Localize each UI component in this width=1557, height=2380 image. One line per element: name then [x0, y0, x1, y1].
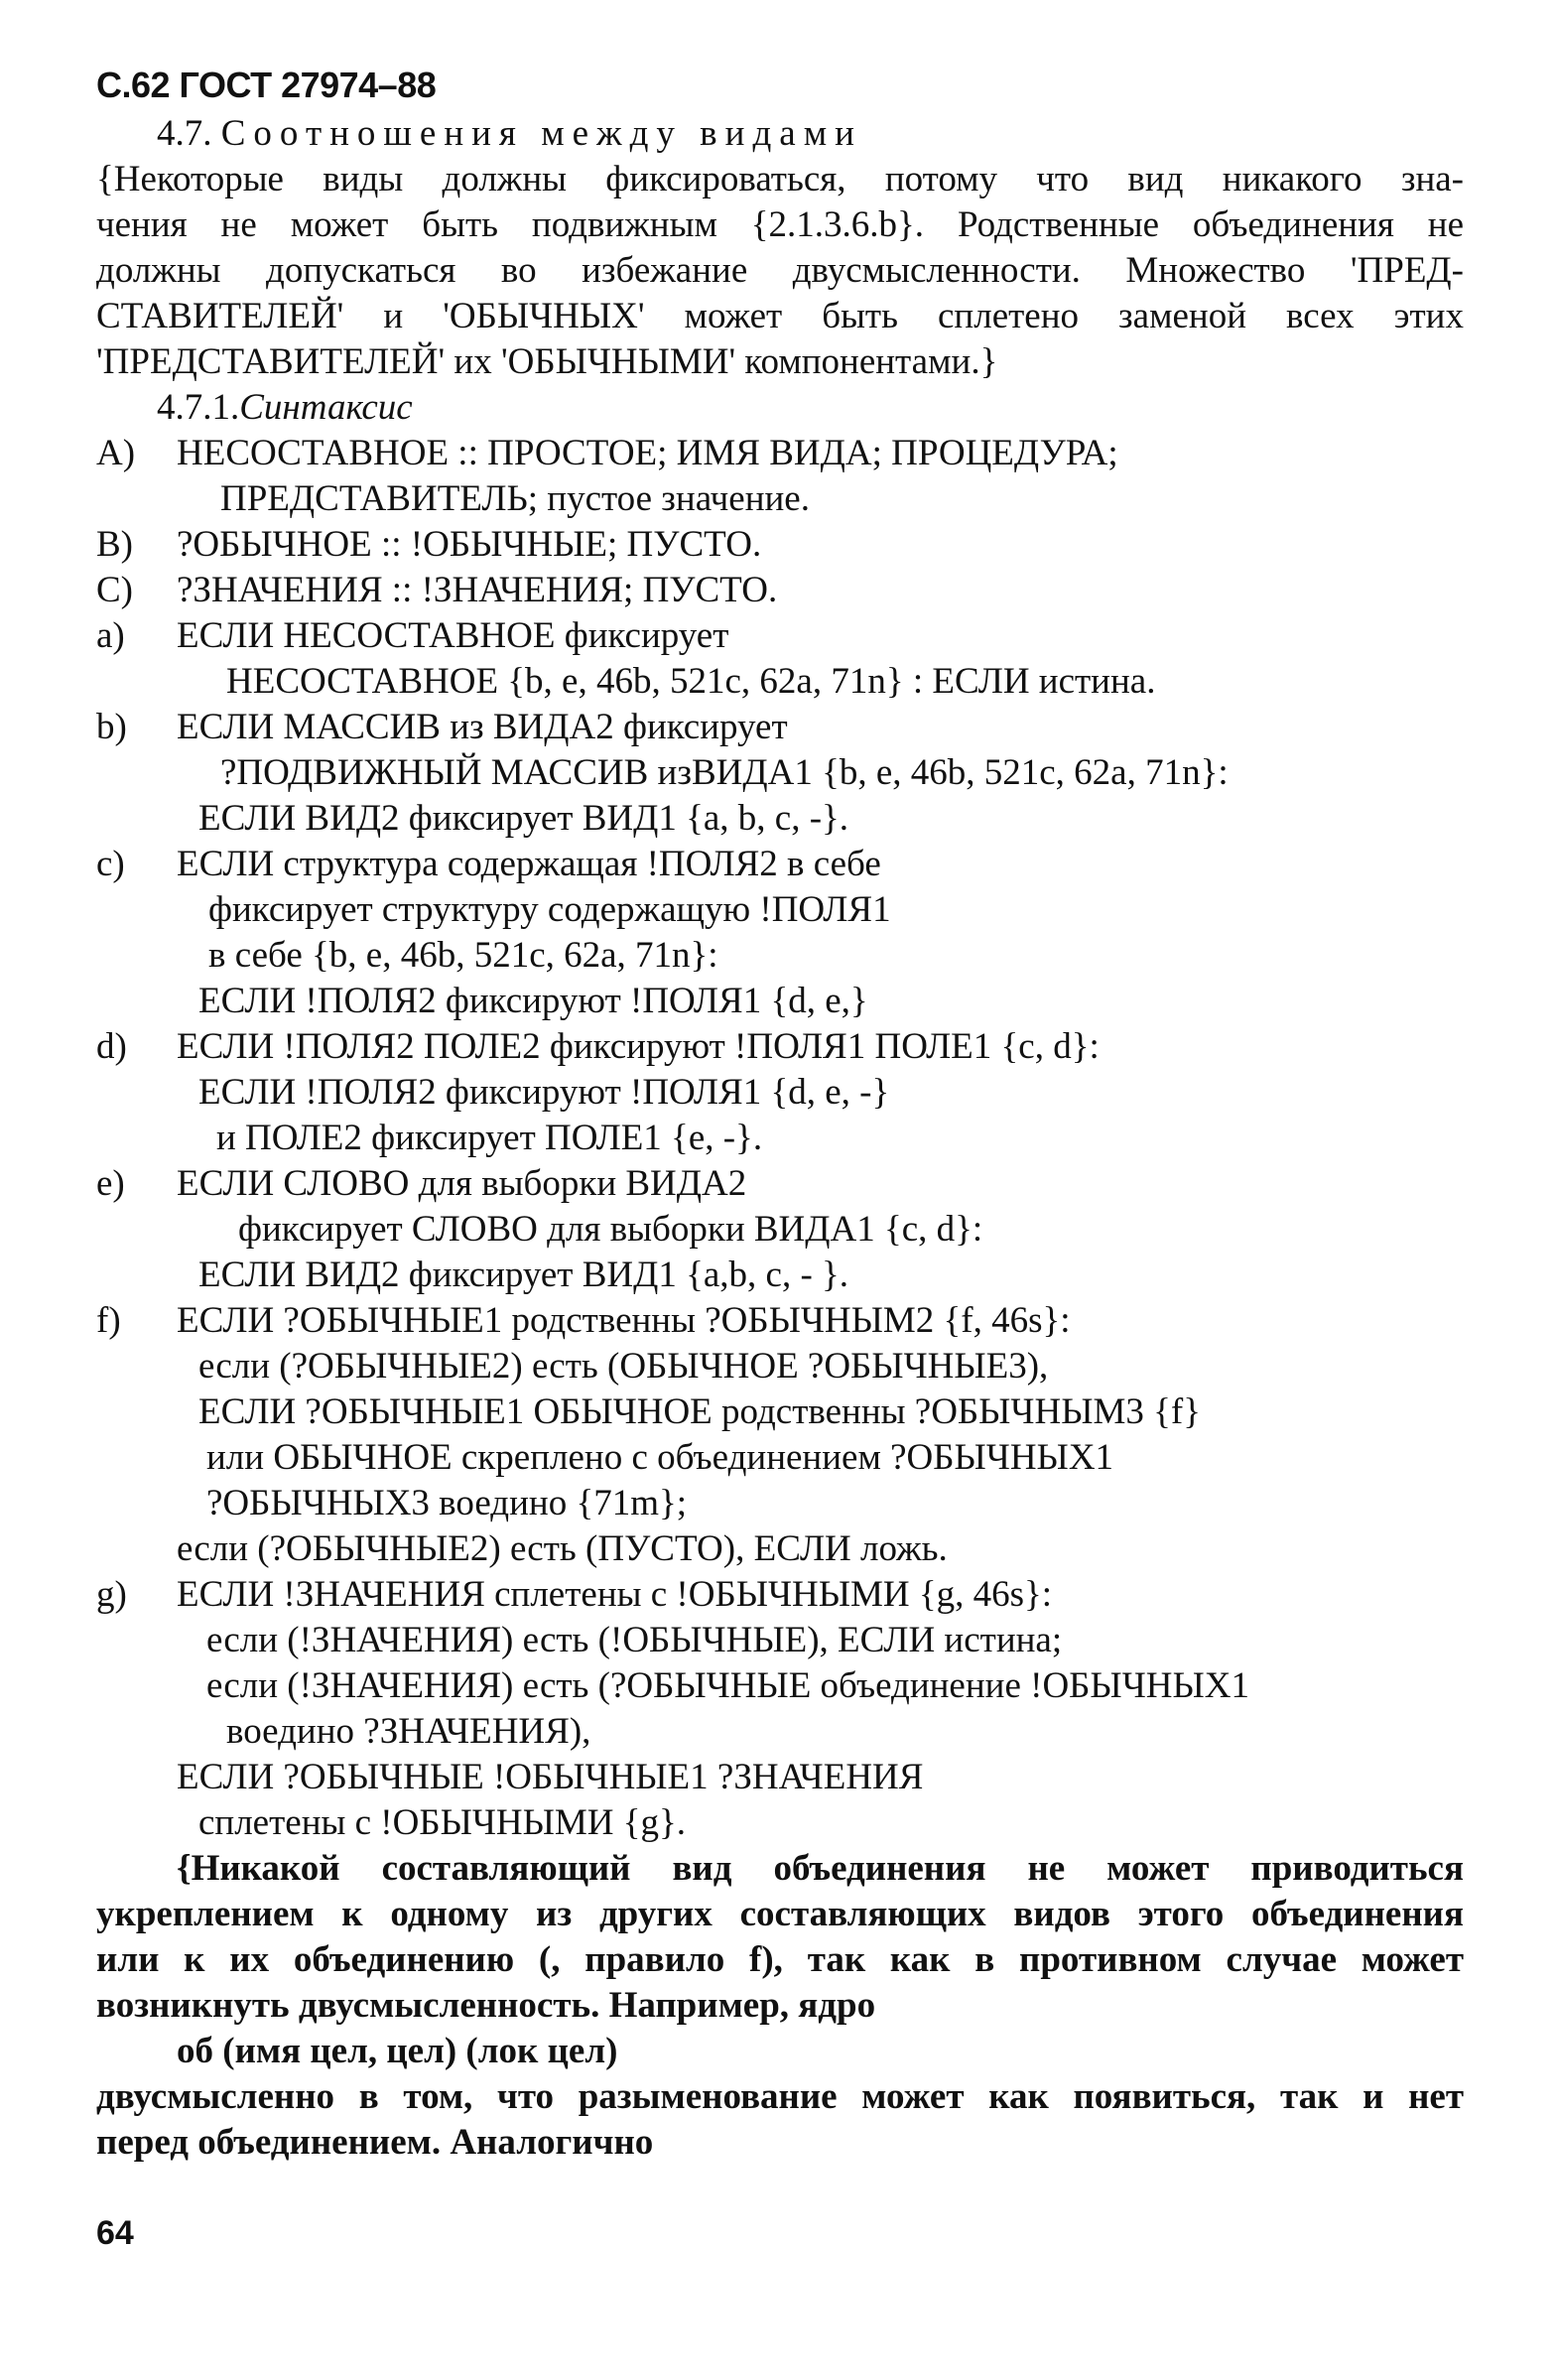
rule-C-line-1: ?ЗНАЧЕНИЯ :: !ЗНАЧЕНИЯ; ПУСТО.	[177, 570, 778, 610]
rule-A-line-2: ПРЕДСТАВИТЕЛЬ; пустое значение.	[220, 478, 810, 519]
rule-b-line-2: ?ПОДВИЖНЫЙ МАССИВ изВИДА1 {b, e, 46b, 521c, 62a, 71n}:	[220, 752, 1229, 793]
rule-f-line-4: или ОБЫЧНОЕ скреплено с объединением ?ОБЫЧНЫХ1	[206, 1437, 1114, 1478]
closing-line-1: {Никакой составляющий вид объединения не может приводиться	[177, 1848, 1464, 1889]
rule-A-line-1: НЕСОСТАВНОЕ :: ПРОСТОЕ; ИМЯ ВИДА; ПРОЦЕДУРА;	[177, 433, 1118, 473]
rule-label-c: c)	[96, 844, 125, 884]
intro-line-2: чения не может быть подвижным {2.1.3.6.b}. Родственные объединения не	[96, 204, 1464, 245]
closing-line-4: возникнуть двусмысленность. Например, ядро	[96, 1985, 876, 2026]
section-title-text: Соотношения между видами	[220, 113, 862, 154]
rule-b-line-1: ЕСЛИ МАССИВ из ВИДА2 фиксирует	[177, 707, 788, 747]
rule-label-b: b)	[96, 707, 127, 747]
intro-line-4: СТАВИТЕЛЕЙ' и 'ОБЫЧНЫХ' может быть сплетено заменой всех этих	[96, 296, 1464, 336]
intro-line-3: должны допускаться во избежание двусмысленности. Множество 'ПРЕД-	[96, 250, 1464, 291]
rule-c-line-2: фиксирует структуру содержащую !ПОЛЯ1	[208, 889, 891, 930]
rule-d-line-3: и ПОЛЕ2 фиксирует ПОЛЕ1 {e, -}.	[216, 1118, 763, 1158]
rule-c-line-1: ЕСЛИ структура содержащая !ПОЛЯ2 в себе	[177, 844, 881, 884]
closing-line-3: или к их объединению (, правило f), так как в противном случае может	[96, 1939, 1464, 1980]
rule-g-line-6: сплетены с !ОБЫЧНЫМИ {g}.	[198, 1802, 687, 1843]
final-line-2: перед объединением. Аналогично	[96, 2122, 654, 2163]
intro-line-1: {Некоторые виды должны фиксироваться, потому что вид никакого зна-	[96, 159, 1464, 199]
rule-c-line-4: ЕСЛИ !ПОЛЯ2 фиксируют !ПОЛЯ1 {d, e,}	[198, 981, 868, 1021]
rule-b-line-3: ЕСЛИ ВИД2 фиксирует ВИД1 {a, b, c, -}.	[198, 798, 849, 839]
rule-label-a: a)	[96, 615, 125, 656]
rule-label-C: C)	[96, 570, 133, 610]
rule-label-A: A)	[96, 433, 136, 473]
rule-a-line-2: НЕСОСТАВНОЕ {b, e, 46b, 521c, 62a, 71n} : ЕСЛИ истина.	[226, 661, 1156, 702]
rule-g-line-5: ЕСЛИ ?ОБЫЧНЫЕ !ОБЫЧНЫЕ1 ?ЗНАЧЕНИЯ	[177, 1757, 924, 1797]
rule-a-line-1: ЕСЛИ НЕСОСТАВНОЕ фиксирует	[177, 615, 729, 656]
rule-e-line-1: ЕСЛИ СЛОВО для выборки ВИДА2	[177, 1163, 747, 1204]
intro-line-5: 'ПРЕДСТАВИТЕЛЕЙ' их 'ОБЫЧНЫМИ' компонентами.}	[96, 341, 998, 382]
rule-label-d: d)	[96, 1026, 127, 1067]
section-number: 4.7.	[157, 113, 212, 154]
rule-g-line-1: ЕСЛИ !ЗНАЧЕНИЯ сплетены с !ОБЫЧНЫМИ {g, 46s}:	[177, 1574, 1053, 1615]
syntax-number: 4.7.1.	[157, 387, 240, 428]
final-line-1: двусмысленно в том, что разыменование может как появиться, так и нет	[96, 2076, 1464, 2117]
closing-line-2: укреплением к одному из других составляющих видов этого объединения	[96, 1894, 1464, 1934]
rule-B-line-1: ?ОБЫЧНОЕ :: !ОБЫЧНЫЕ; ПУСТО.	[177, 524, 762, 565]
rule-e-line-2: фиксирует СЛОВО для выборки ВИДА1 {c, d}:	[238, 1209, 983, 1250]
rule-f-line-3: ЕСЛИ ?ОБЫЧНЫЕ1 ОБЫЧНОЕ родственны ?ОБЫЧНЫМ3 {f}	[198, 1391, 1201, 1432]
rule-f-line-6: если (?ОБЫЧНЫЕ2) есть (ПУСТО), ЕСЛИ ложь.	[177, 1528, 948, 1569]
example-line: об (имя цел, цел) (лок цел)	[177, 2031, 618, 2071]
rule-g-line-3: если (!ЗНАЧЕНИЯ) есть (?ОБЫЧНЫЕ объединение !ОБЫЧНЫХ1	[206, 1665, 1249, 1706]
syntax-title: Синтаксис	[239, 387, 413, 428]
page-header: С.62 ГОСТ 27974–88	[96, 65, 437, 105]
rule-label-e: e)	[96, 1163, 125, 1204]
rule-label-f: f)	[96, 1300, 121, 1341]
rule-d-line-2: ЕСЛИ !ПОЛЯ2 фиксируют !ПОЛЯ1 {d, e, -}	[198, 1072, 890, 1113]
rule-g-line-4: воедино ?ЗНАЧЕНИЯ),	[226, 1711, 591, 1752]
rule-label-g: g)	[96, 1574, 127, 1615]
rule-f-line-2: если (?ОБЫЧНЫЕ2) есть (ОБЫЧНОЕ ?ОБЫЧНЫЕ3),	[198, 1346, 1049, 1387]
rule-g-line-2: если (!ЗНАЧЕНИЯ) есть (!ОБЫЧНЫЕ), ЕСЛИ истина;	[206, 1620, 1063, 1660]
syntax-heading	[157, 385, 413, 431]
rule-label-B: B)	[96, 524, 133, 565]
rule-e-line-3: ЕСЛИ ВИД2 фиксирует ВИД1 {a,b, c, - }.	[198, 1255, 849, 1295]
page-number: 64	[96, 2214, 134, 2252]
section-title	[157, 111, 862, 157]
rule-f-line-1: ЕСЛИ ?ОБЫЧНЫЕ1 родственны ?ОБЫЧНЫМ2 {f, 46s}:	[177, 1300, 1071, 1341]
rule-f-line-5: ?ОБЫЧНЫХ3 воедино {71m};	[206, 1483, 688, 1523]
rule-d-line-1: ЕСЛИ !ПОЛЯ2 ПОЛЕ2 фиксируют !ПОЛЯ1 ПОЛЕ1 {c, d}:	[177, 1026, 1100, 1067]
rule-c-line-3: в себе {b, e, 46b, 521c, 62a, 71n}:	[208, 935, 718, 976]
